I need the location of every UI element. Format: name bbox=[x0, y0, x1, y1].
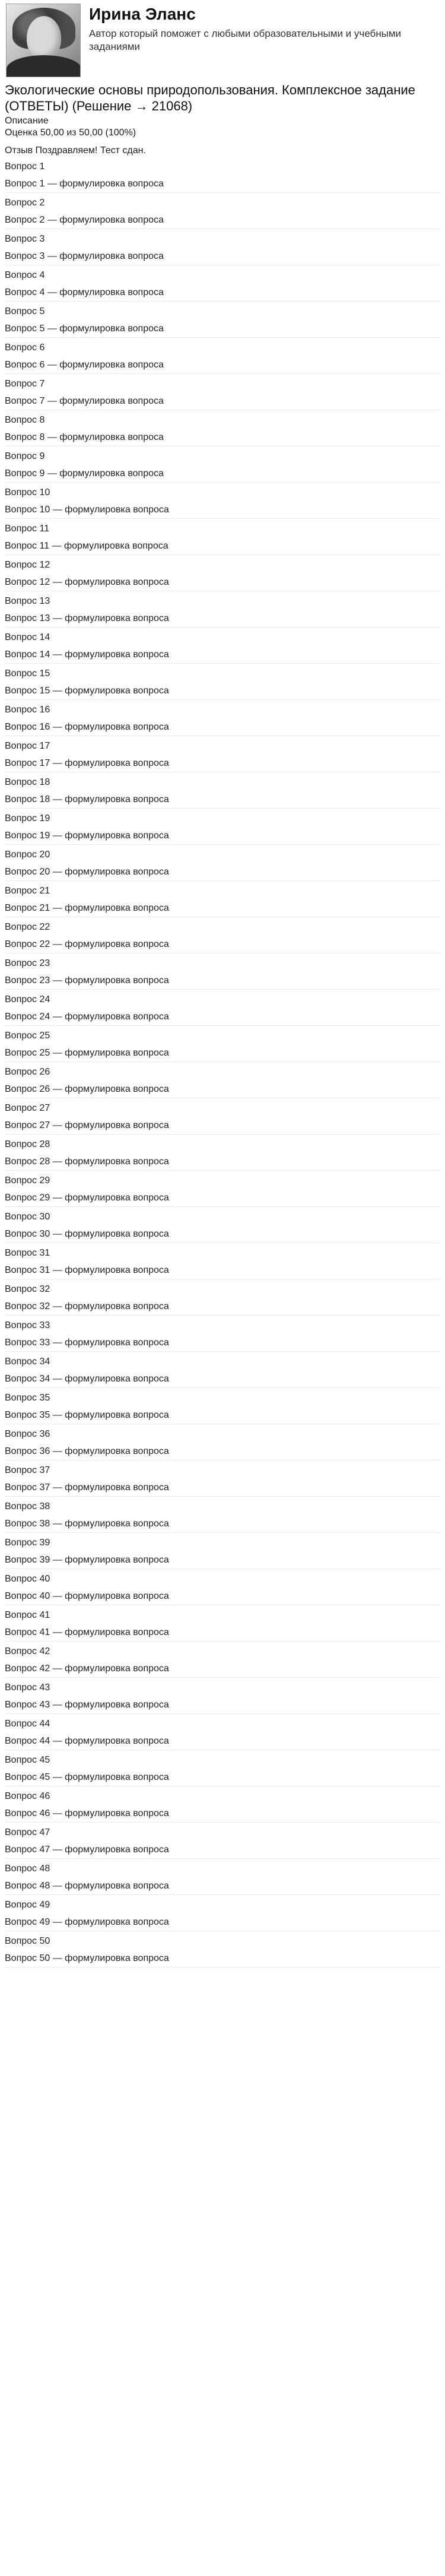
question-block bbox=[5, 921, 440, 953]
question-number: Вопрос 34 bbox=[5, 1357, 50, 1367]
question-number: Вопрос 11 bbox=[5, 524, 50, 534]
question-number: Вопрос 2 bbox=[5, 198, 45, 208]
question-block bbox=[5, 1935, 440, 1967]
question-block bbox=[5, 233, 440, 265]
question-text: Вопрос 27 — формулировка вопроса bbox=[5, 1120, 169, 1130]
question-number: Вопрос 6 bbox=[5, 343, 45, 353]
question-text: Вопрос 38 — формулировка вопроса bbox=[5, 1519, 169, 1529]
question-block bbox=[5, 1102, 440, 1135]
question-number: Вопрос 20 bbox=[5, 850, 50, 860]
question-block bbox=[5, 885, 440, 917]
question-text: Вопрос 34 — формулировка вопроса bbox=[5, 1374, 169, 1384]
question-text: Вопрос 11 — формулировка вопроса bbox=[5, 541, 169, 551]
question-number: Вопрос 36 bbox=[5, 1429, 50, 1439]
question-text: Вопрос 31 — формулировка вопроса bbox=[5, 1265, 169, 1275]
question-number: Вопрос 12 bbox=[5, 560, 50, 570]
question-number: Вопрос 31 bbox=[5, 1248, 50, 1258]
question-block bbox=[5, 1066, 440, 1098]
question-text: Вопрос 16 — формулировка вопроса bbox=[5, 722, 169, 732]
question-text: Вопрос 39 — формулировка вопроса bbox=[5, 1555, 169, 1565]
question-text: Вопрос 8 — формулировка вопроса bbox=[5, 432, 164, 442]
question-number: Вопрос 45 bbox=[5, 1755, 50, 1765]
question-block bbox=[5, 776, 440, 809]
question-text: Вопрос 36 — формулировка вопроса bbox=[5, 1446, 169, 1456]
question-block bbox=[5, 559, 440, 591]
question-text: Вопрос 4 — формулировка вопроса bbox=[5, 287, 164, 297]
question-number: Вопрос 21 bbox=[5, 886, 50, 896]
question-number: Вопрос 3 bbox=[5, 234, 45, 244]
question-text: Вопрос 7 — формулировка вопроса bbox=[5, 396, 164, 406]
question-text: Вопрос 12 — формулировка вопроса bbox=[5, 577, 169, 587]
question-number: Вопрос 10 bbox=[5, 487, 50, 498]
question-text: Вопрос 17 — формулировка вопроса bbox=[5, 758, 169, 768]
question-text: Вопрос 21 — формулировка вопроса bbox=[5, 903, 169, 913]
question-number: Вопрос 32 bbox=[5, 1284, 50, 1294]
question-text: Вопрос 28 — формулировка вопроса bbox=[5, 1156, 169, 1167]
author-subtitle: Автор который поможет с любыми образовательными и учебными заданиями bbox=[89, 28, 402, 52]
question-block bbox=[5, 1790, 440, 1823]
question-block bbox=[5, 1247, 440, 1279]
question-block bbox=[5, 1355, 440, 1388]
question-number: Вопрос 29 bbox=[5, 1175, 50, 1186]
question-block bbox=[5, 1029, 440, 1062]
question-block bbox=[5, 378, 440, 410]
question-number: Вопрос 24 bbox=[5, 994, 50, 1005]
question-block bbox=[5, 1428, 440, 1460]
question-text: Вопрос 10 — формулировка вопроса bbox=[5, 505, 169, 515]
question-number: Вопрос 38 bbox=[5, 1501, 50, 1512]
author-header bbox=[0, 0, 445, 82]
question-block bbox=[5, 1899, 440, 1931]
question-number: Вопрос 25 bbox=[5, 1031, 50, 1041]
question-text: Вопрос 44 — формулировка вопроса bbox=[5, 1736, 169, 1746]
question-block bbox=[5, 1754, 440, 1786]
question-block bbox=[5, 993, 440, 1026]
question-text: Вопрос 13 — формулировка вопроса bbox=[5, 613, 169, 623]
question-text: Вопрос 48 — формулировка вопроса bbox=[5, 1881, 169, 1891]
question-text: Вопрос 5 — формулировка вопроса bbox=[5, 324, 164, 334]
question-block bbox=[5, 1319, 440, 1352]
question-number: Вопрос 46 bbox=[5, 1791, 50, 1801]
question-number: Вопрос 30 bbox=[5, 1212, 50, 1222]
question-number: Вопрос 48 bbox=[5, 1864, 50, 1874]
author-name: Ирина Эланс bbox=[89, 5, 196, 23]
review-line: Отзыв Поздравляем! Тест сдан. bbox=[5, 145, 146, 156]
question-block bbox=[5, 1826, 440, 1859]
question-number: Вопрос 41 bbox=[5, 1610, 50, 1620]
question-number: Вопрос 27 bbox=[5, 1103, 50, 1113]
question-text: Вопрос 42 — формулировка вопроса bbox=[5, 1664, 169, 1674]
question-block bbox=[5, 1138, 440, 1171]
question-number: Вопрос 4 bbox=[5, 270, 45, 280]
question-text: Вопрос 23 — формулировка вопроса bbox=[5, 975, 169, 986]
question-number: Вопрос 9 bbox=[5, 451, 45, 461]
question-block bbox=[5, 740, 440, 772]
question-text: Вопрос 45 — формулировка вопроса bbox=[5, 1772, 169, 1782]
question-block bbox=[5, 812, 440, 845]
question-number: Вопрос 7 bbox=[5, 379, 45, 389]
question-block bbox=[5, 197, 440, 229]
question-text: Вопрос 9 — формулировка вопроса bbox=[5, 468, 164, 479]
question-text: Вопрос 26 — формулировка вопроса bbox=[5, 1084, 169, 1094]
question-number: Вопрос 47 bbox=[5, 1827, 50, 1837]
question-block bbox=[5, 704, 440, 736]
question-text: Вопрос 2 — формулировка вопроса bbox=[5, 215, 164, 225]
question-block bbox=[5, 1174, 440, 1207]
question-number: Вопрос 35 bbox=[5, 1393, 50, 1403]
question-text: Вопрос 22 — формулировка вопроса bbox=[5, 939, 169, 949]
question-number: Вопрос 22 bbox=[5, 922, 50, 932]
question-number: Вопрос 17 bbox=[5, 741, 50, 751]
question-number: Вопрос 14 bbox=[5, 632, 50, 642]
question-block bbox=[5, 1211, 440, 1243]
description-label: Описание bbox=[5, 116, 49, 126]
question-number: Вопрос 16 bbox=[5, 705, 50, 715]
question-text: Вопрос 43 — формулировка вопроса bbox=[5, 1700, 169, 1710]
question-text: Вопрос 15 — формулировка вопроса bbox=[5, 686, 169, 696]
question-block bbox=[5, 341, 440, 374]
question-text: Вопрос 49 — формулировка вопроса bbox=[5, 1917, 169, 1927]
question-text: Вопрос 32 — формулировка вопроса bbox=[5, 1301, 169, 1311]
question-text: Вопрос 30 — формулировка вопроса bbox=[5, 1229, 169, 1239]
question-block bbox=[5, 305, 440, 338]
avatar-face-shape bbox=[27, 16, 61, 60]
question-text: Вопрос 24 — формулировка вопроса bbox=[5, 1012, 169, 1022]
question-block bbox=[5, 1718, 440, 1750]
question-text: Вопрос 40 — формулировка вопроса bbox=[5, 1591, 169, 1601]
question-number: Вопрос 44 bbox=[5, 1719, 50, 1729]
question-block bbox=[5, 1392, 440, 1424]
question-number: Вопрос 18 bbox=[5, 777, 50, 787]
question-text: Вопрос 41 — формулировка вопроса bbox=[5, 1627, 169, 1637]
question-block bbox=[5, 1500, 440, 1533]
question-text: Вопрос 18 — формулировка вопроса bbox=[5, 794, 169, 804]
question-block bbox=[5, 486, 440, 519]
question-text: Вопрос 33 — формулировка вопроса bbox=[5, 1338, 169, 1348]
question-number: Вопрос 23 bbox=[5, 958, 50, 968]
question-text: Вопрос 3 — формулировка вопроса bbox=[5, 251, 164, 261]
question-number: Вопрос 42 bbox=[5, 1646, 50, 1656]
document-content bbox=[0, 82, 445, 1967]
question-text: Вопрос 37 — формулировка вопроса bbox=[5, 1482, 169, 1493]
author-info bbox=[89, 4, 409, 53]
question-text: Вопрос 20 — формулировка вопроса bbox=[5, 867, 169, 877]
question-block bbox=[5, 450, 440, 483]
question-block bbox=[5, 848, 440, 881]
question-number: Вопрос 5 bbox=[5, 306, 45, 316]
question-block bbox=[5, 631, 440, 664]
question-block bbox=[5, 414, 440, 446]
question-block bbox=[5, 160, 440, 193]
question-number: Вопрос 50 bbox=[5, 1936, 50, 1946]
question-block bbox=[5, 1283, 440, 1316]
score-line: Оценка 50,00 из 50,00 (100%) bbox=[5, 128, 136, 138]
question-number: Вопрос 1 bbox=[5, 161, 45, 172]
question-block bbox=[5, 595, 440, 628]
question-number: Вопрос 19 bbox=[5, 813, 50, 823]
question-text: Вопрос 1 — формулировка вопроса bbox=[5, 179, 164, 189]
question-text: Вопрос 29 — формулировка вопроса bbox=[5, 1193, 169, 1203]
question-text: Вопрос 35 — формулировка вопроса bbox=[5, 1410, 169, 1420]
question-text: Вопрос 47 — формулировка вопроса bbox=[5, 1845, 169, 1855]
question-text: Вопрос 19 — формулировка вопроса bbox=[5, 831, 169, 841]
question-number: Вопрос 49 bbox=[5, 1900, 50, 1910]
question-text: Вопрос 6 — формулировка вопроса bbox=[5, 360, 164, 370]
avatar bbox=[6, 4, 81, 77]
question-number: Вопрос 39 bbox=[5, 1538, 50, 1548]
question-number: Вопрос 13 bbox=[5, 596, 50, 606]
question-block bbox=[5, 522, 440, 555]
question-number: Вопрос 40 bbox=[5, 1574, 50, 1584]
question-block bbox=[5, 1681, 440, 1714]
question-text: Вопрос 46 — формулировка вопроса bbox=[5, 1808, 169, 1818]
spacer bbox=[5, 139, 440, 145]
question-block bbox=[5, 957, 440, 990]
question-block bbox=[5, 1536, 440, 1569]
question-block bbox=[5, 667, 440, 700]
avatar-shoulders-shape bbox=[7, 55, 81, 77]
question-number: Вопрос 8 bbox=[5, 415, 45, 425]
question-text: Вопрос 14 — формулировка вопроса bbox=[5, 649, 169, 660]
question-list bbox=[5, 160, 440, 1967]
question-number: Вопрос 37 bbox=[5, 1465, 50, 1475]
question-block bbox=[5, 1464, 440, 1497]
page-title: Экологические основы природопользования. Комплексное задание (ОТВЕТЫ) (Решение → 21068) bbox=[5, 83, 415, 113]
question-number: Вопрос 43 bbox=[5, 1683, 50, 1693]
question-block bbox=[5, 1862, 440, 1895]
question-block bbox=[5, 1645, 440, 1678]
question-block bbox=[5, 1573, 440, 1605]
question-number: Вопрос 28 bbox=[5, 1139, 50, 1149]
question-text: Вопрос 25 — формулировка вопроса bbox=[5, 1048, 169, 1058]
question-block bbox=[5, 1609, 440, 1642]
question-block bbox=[5, 269, 440, 302]
question-number: Вопрос 15 bbox=[5, 668, 50, 679]
question-text: Вопрос 50 — формулировка вопроса bbox=[5, 1953, 169, 1963]
question-number: Вопрос 26 bbox=[5, 1067, 50, 1077]
question-number: Вопрос 33 bbox=[5, 1320, 50, 1330]
